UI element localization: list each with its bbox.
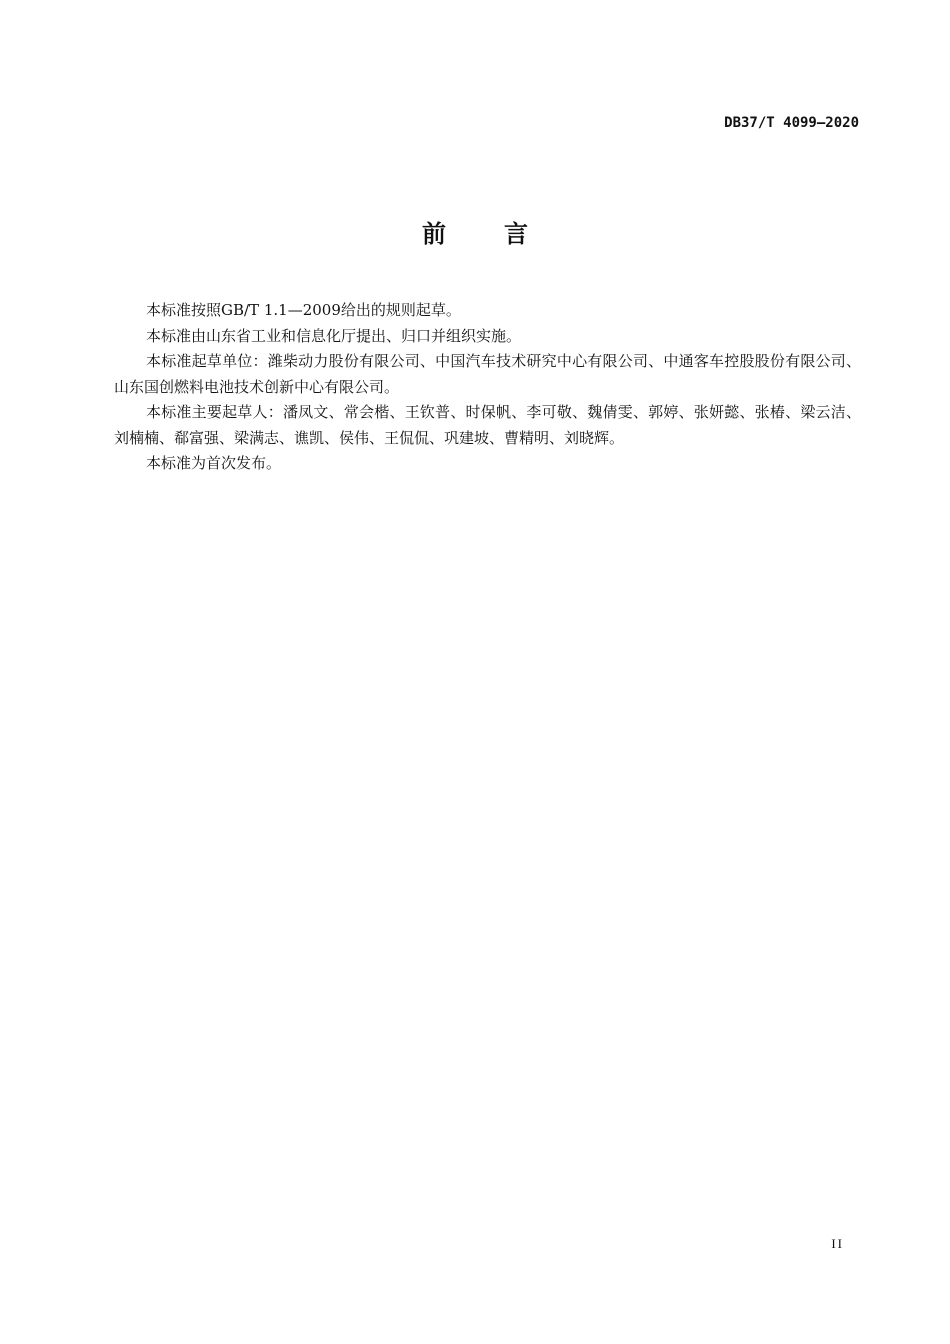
paragraph-drafting-units: 本标准起草单位：潍柴动力股份有限公司、中国汽车技术研究中心有限公司、中通客车控股股份有限公司、山东国创燃料电池技术创新中心有限公司。 [114, 352, 861, 396]
page-number: II [831, 1236, 844, 1251]
paragraph-drafting-rules: 本标准按照GB/T 1.1—2009给出的规则起草。 [146, 301, 461, 319]
foreword-body [114, 298, 861, 477]
section-title: 前言 [422, 220, 586, 248]
paragraph-proposer: 本标准由山东省工业和信息化厅提出、归口并组织实施。 [146, 326, 522, 345]
paragraph-first-release: 本标准为首次发布。 [146, 454, 282, 472]
document-code: DB37/T 4099—2020 [724, 115, 859, 131]
paragraph-drafters: 本标准主要起草人：潘凤文、常会楷、王钦普、时保帆、李可敬、魏倩雯、郭婷、张妍懿、张椿、梁云洁、刘楠楠、郗富强、梁满志、谯凯、侯伟、王侃侃、巩建坡、曹精明、刘晓辉。 [114, 403, 861, 447]
